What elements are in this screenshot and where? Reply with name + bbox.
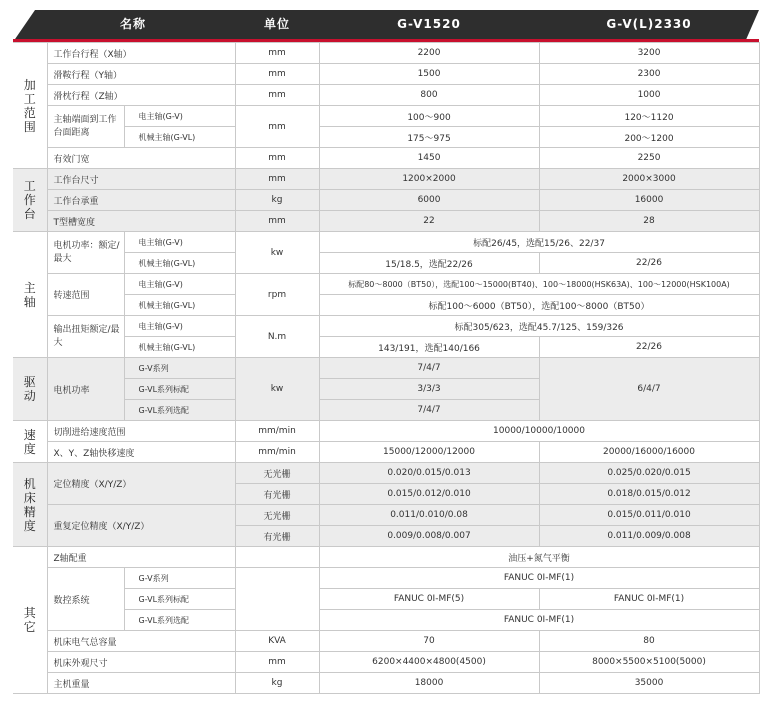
row-unit: kg — [235, 673, 319, 694]
row-name: 有效门宽 — [47, 148, 235, 169]
row-name: 输出扭矩额定/最大 — [47, 316, 124, 358]
group-spindle — [13, 232, 759, 358]
row-value-span: 油压+氮气平衡 — [319, 547, 759, 568]
row-unit-empty — [235, 568, 319, 631]
row-name: T型槽宽度 — [47, 211, 235, 232]
row-value-2: 2000×3000 — [539, 169, 759, 190]
table-row — [13, 358, 759, 379]
group-speed — [13, 421, 759, 463]
row-value-2: 2250 — [539, 148, 759, 169]
row-value-2: FANUC 0I-MF(1) — [539, 589, 759, 610]
table-row — [13, 274, 759, 295]
row-value-2: 28 — [539, 211, 759, 232]
row-value-1: 6200×4400×4800(4500) — [319, 652, 539, 673]
row-value-1: FANUC 0I-MF(5) — [319, 589, 539, 610]
table-row — [13, 463, 759, 484]
row-unit: KVA — [235, 631, 319, 652]
row-name: 转速范围 — [47, 274, 124, 316]
row-value-span: 标配80～8000（BT50），选配100～15000(BT40)、100～18000(HSK63A)、100～12000(HSK100A) — [319, 274, 759, 295]
row-value-1: 175～975 — [319, 127, 539, 148]
row-value-1: 0.009/0.008/0.007 — [319, 526, 539, 547]
row-unit: kw — [235, 232, 319, 274]
table-row — [13, 211, 759, 232]
group-label-spindle: 主轴 — [13, 232, 47, 358]
row-sub-label: 机械主轴(G-VL) — [124, 295, 235, 316]
row-unit: mm — [235, 64, 319, 85]
row-value-2: 20000/16000/16000 — [539, 442, 759, 463]
row-value-1: 7/4/7 — [319, 358, 539, 379]
header-name: 名称 — [119, 17, 146, 31]
row-value-2: 0.025/0.020/0.015 — [539, 463, 759, 484]
row-value-1: 0.015/0.012/0.010 — [319, 484, 539, 505]
row-sub-label: G-VL系列标配 — [124, 589, 235, 610]
row-value-1: 7/4/7 — [319, 400, 539, 421]
row-unit: mm — [235, 148, 319, 169]
row-unit: kw — [235, 358, 319, 421]
row-value-1: 2200 — [319, 43, 539, 64]
table-row — [13, 505, 759, 526]
row-value-1: 15/18.5，选配22/26 — [319, 253, 539, 274]
row-unit: rpm — [235, 274, 319, 316]
row-value-2: 22/26 — [539, 253, 759, 274]
row-value-span: 标配26/45，选配15/26、22/37 — [319, 232, 759, 253]
row-unit: mm — [235, 106, 319, 148]
row-value-2: 2300 — [539, 64, 759, 85]
row-sub-label: 电主轴(G-V) — [124, 232, 235, 253]
row-value-span: FANUC 0I-MF(1) — [319, 610, 759, 631]
header-accent-line — [13, 39, 759, 42]
table-row — [13, 316, 759, 337]
row-value-1: 3/3/3 — [319, 379, 539, 400]
row-sub-label: G-VL系列选配 — [124, 610, 235, 631]
row-value-2: 6/4/7 — [539, 358, 759, 421]
table-row — [13, 232, 759, 253]
row-sub-label: G-VL系列选配 — [124, 400, 235, 421]
row-sub-label: G-VL系列标配 — [124, 379, 235, 400]
row-value-1: 1500 — [319, 64, 539, 85]
row-value-span: 标配100～6000（BT50），选配100～8000（BT50） — [319, 295, 759, 316]
row-value-1: 22 — [319, 211, 539, 232]
row-value-2: 200～1200 — [539, 127, 759, 148]
group-precision — [13, 463, 759, 547]
table-row — [13, 337, 759, 358]
table-row — [13, 652, 759, 673]
row-value-2: 22/26 — [539, 337, 759, 358]
row-value-2: 120～1120 — [539, 106, 759, 127]
row-sub-label: 机械主轴(G-VL) — [124, 253, 235, 274]
row-value-2: 16000 — [539, 190, 759, 211]
table-row — [13, 106, 759, 127]
table-row — [13, 547, 759, 568]
row-unit: mm — [235, 652, 319, 673]
group-label-drive: 驱动 — [13, 358, 47, 421]
table-row — [13, 127, 759, 148]
table-row — [13, 169, 759, 190]
row-value-span: 10000/10000/10000 — [319, 421, 759, 442]
row-name: 机床外观尺寸 — [47, 652, 235, 673]
table-row — [13, 43, 759, 64]
row-value-1: 6000 — [319, 190, 539, 211]
group-label-other: 其它 — [13, 547, 47, 694]
table-row — [13, 253, 759, 274]
row-name: 工作台尺寸 — [47, 169, 235, 190]
table-row — [13, 442, 759, 463]
row-value-span: 标配305/623，选配45.7/125、159/326 — [319, 316, 759, 337]
row-value-1: 18000 — [319, 673, 539, 694]
row-unit: mm/min — [235, 442, 319, 463]
spec-table-container — [13, 10, 759, 694]
row-sub-label: 无光栅 — [235, 505, 319, 526]
row-value-1: 15000/12000/12000 — [319, 442, 539, 463]
row-name: 滑枕行程（Z轴） — [47, 85, 235, 106]
row-sub-label: G-V系列 — [124, 358, 235, 379]
row-value-2: 80 — [539, 631, 759, 652]
header-left-corner — [13, 10, 35, 42]
table-row — [13, 190, 759, 211]
row-value-1: 0.020/0.015/0.013 — [319, 463, 539, 484]
header-model1: G-V1520 — [397, 17, 461, 31]
row-unit: mm — [235, 169, 319, 190]
header-model2: G-V(L)2330 — [606, 17, 692, 31]
row-sub-label: 电主轴(G-V) — [124, 274, 235, 295]
row-name: 滑鞍行程（Y轴） — [47, 64, 235, 85]
row-value-1: 1450 — [319, 148, 539, 169]
row-unit: mm — [235, 211, 319, 232]
row-value-2: 0.011/0.009/0.008 — [539, 526, 759, 547]
row-value-1: 143/191，选配140/166 — [319, 337, 539, 358]
row-name: 机床电气总容量 — [47, 631, 235, 652]
row-name: 电机功率 — [47, 358, 124, 421]
row-sub-label: 电主轴(G-V) — [124, 106, 235, 127]
table-row — [13, 421, 759, 442]
table-row — [13, 295, 759, 316]
row-name: 工作台承重 — [47, 190, 235, 211]
row-unit: kg — [235, 190, 319, 211]
row-value-1: 1200×2000 — [319, 169, 539, 190]
row-unit: mm/min — [235, 421, 319, 442]
row-unit: mm — [235, 85, 319, 106]
row-value-2: 8000×5500×5100(5000) — [539, 652, 759, 673]
row-value-1: 70 — [319, 631, 539, 652]
group-table — [13, 169, 759, 232]
row-value-2: 1000 — [539, 85, 759, 106]
header-unit: 单位 — [263, 17, 290, 31]
spec-table — [13, 42, 760, 694]
table-row — [13, 148, 759, 169]
row-value-1: 0.011/0.010/0.08 — [319, 505, 539, 526]
row-name: Z轴配重 — [47, 547, 235, 568]
row-sub-label: 机械主轴(G-VL) — [124, 337, 235, 358]
row-name: 主轴端面到工作台面距离 — [47, 106, 124, 148]
table-row — [13, 568, 759, 589]
table-row — [13, 85, 759, 106]
table-row — [13, 589, 759, 610]
table-header — [13, 10, 759, 42]
row-value-2: 0.015/0.011/0.010 — [539, 505, 759, 526]
row-sub-label: 无光栅 — [235, 463, 319, 484]
table-row — [13, 631, 759, 652]
row-unit: N.m — [235, 316, 319, 358]
row-name: 重复定位精度（X/Y/Z） — [47, 505, 235, 547]
row-value-2: 3200 — [539, 43, 759, 64]
row-sub-label: 有光栅 — [235, 526, 319, 547]
row-name: X、Y、Z轴快移速度 — [47, 442, 235, 463]
row-name: 数控系统 — [47, 568, 124, 631]
group-label-table: 工作台 — [13, 169, 47, 232]
row-value-2: 0.018/0.015/0.012 — [539, 484, 759, 505]
group-label-speed: 速度 — [13, 421, 47, 463]
group-drive — [13, 358, 759, 421]
group-other — [13, 547, 759, 694]
table-row — [13, 610, 759, 631]
row-value-1: 800 — [319, 85, 539, 106]
group-processing — [13, 43, 759, 169]
row-value-span: FANUC 0I-MF(1) — [319, 568, 759, 589]
row-name: 主机重量 — [47, 673, 235, 694]
group-label-precision: 机床精度 — [13, 463, 47, 547]
row-value-1: 100～900 — [319, 106, 539, 127]
row-name: 电机功率：额定/最大 — [47, 232, 124, 274]
row-name: 切削进给速度范围 — [47, 421, 235, 442]
group-label-processing: 加工范围 — [13, 43, 47, 169]
table-row — [13, 64, 759, 85]
row-sub-label: G-V系列 — [124, 568, 235, 589]
row-sub-label: 机械主轴(G-VL) — [124, 127, 235, 148]
row-name: 定位精度（X/Y/Z） — [47, 463, 235, 505]
row-unit-empty — [235, 547, 319, 568]
row-value-2: 35000 — [539, 673, 759, 694]
row-sub-label: 有光栅 — [235, 484, 319, 505]
row-sub-label: 电主轴(G-V) — [124, 316, 235, 337]
row-name: 工作台行程（X轴） — [47, 43, 235, 64]
table-row — [13, 673, 759, 694]
row-unit: mm — [235, 43, 319, 64]
